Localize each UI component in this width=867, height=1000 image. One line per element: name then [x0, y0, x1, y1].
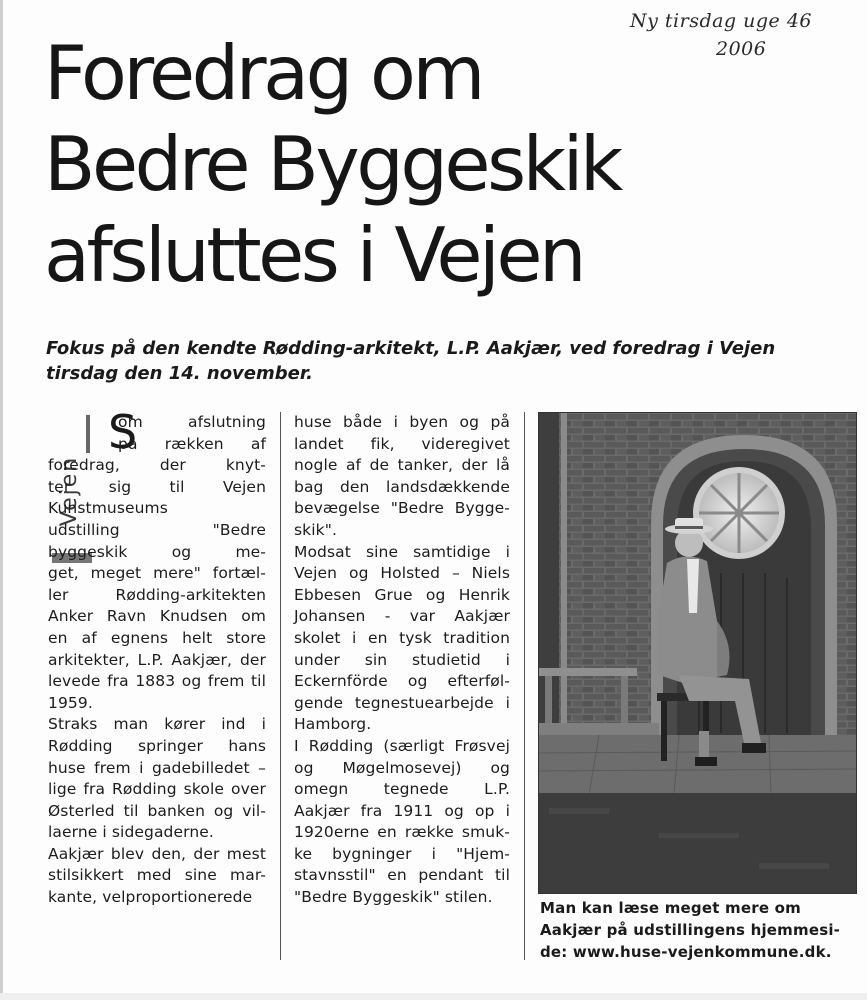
- headline-line: Bedre Byggeskik: [44, 120, 620, 208]
- article-line: Østerled til banken og vil-: [48, 801, 266, 820]
- article-line: stavnsstil" en pendant til: [294, 866, 510, 885]
- article-line: gende tegnestuearbejde i: [294, 693, 510, 712]
- article-line: foredrag, der knyt-: [48, 456, 266, 475]
- article-line: om afslutning: [118, 413, 266, 431]
- article-column-1: [48, 412, 266, 909]
- article-line: Ebbesen Grue og Henrik: [294, 585, 510, 604]
- photo-caption: [540, 897, 860, 963]
- article-line: bag den landsdækkende: [294, 477, 510, 496]
- article-line: en af egnens helt store: [48, 628, 266, 647]
- article-line: ler Rødding-arkitekten: [48, 585, 266, 604]
- photo-image: [539, 413, 856, 893]
- handwritten-note-line-2: 2006: [716, 38, 767, 60]
- headline-line: Foredrag om: [44, 29, 482, 117]
- article-column-2: [294, 412, 510, 909]
- article-line: Kunstmuseums: [48, 499, 168, 518]
- article-line: I Rødding (særligt Frøsvej: [294, 736, 510, 755]
- article-line: Johansen - var Aakjær: [294, 607, 510, 626]
- article-line: skik".: [294, 520, 337, 539]
- article-line: 1920erne en række smuk-: [294, 823, 510, 842]
- article-line: Straks man kører ind i: [48, 715, 266, 734]
- article-line: Rødding springer hans: [48, 736, 266, 755]
- article-line: 1959.: [48, 693, 93, 712]
- article-line: under sin studietid i: [294, 650, 510, 669]
- article-line: Aakjær blev den, der mest: [48, 844, 266, 863]
- article-line: arkitekter, L.P. Aakjær, der: [48, 650, 266, 669]
- clipping-edge: [0, 0, 3, 1000]
- article-line: skolet i en tysk tradition: [294, 628, 510, 647]
- clipping-bottom-edge: [0, 993, 867, 1000]
- article-line: huse frem i gadebilledet –: [48, 758, 266, 777]
- article-line: Eckernförde og efterføl-: [294, 672, 510, 691]
- article-line: Hamborg.: [294, 715, 372, 734]
- column-rule: [280, 412, 281, 960]
- article-line: nogle af de tanker, der lå: [294, 456, 510, 475]
- caption-line: Man kan læse meget mere om: [540, 899, 801, 917]
- article-line: stilsikkert med sine mar-: [48, 866, 266, 885]
- article-line: "Bedre Byggeskik" stilen.: [294, 888, 493, 907]
- article-line: Vejen og Holsted – Niels: [294, 564, 510, 583]
- article-line: omegn tegnede L.P.: [294, 780, 510, 799]
- section-label-text: Vejen: [57, 455, 82, 527]
- article-line: ter sig til Vejen: [48, 477, 266, 496]
- article-line: huse både i byen og på: [294, 413, 510, 431]
- handwritten-note-line-1: Ny tirsdag uge 46: [630, 10, 812, 32]
- caption-line: de: www.huse-vejenkommune.dk.: [540, 943, 832, 961]
- article-line: Modsat sine samtidige i: [294, 542, 510, 561]
- article-line: get, meget mere" fortæl-: [48, 564, 266, 583]
- headline-line: afsluttes i Vejen: [44, 211, 583, 299]
- headline: [44, 28, 684, 301]
- photo-architect-by-doorway: [538, 412, 857, 894]
- article-line: Anker Ravn Knudsen om: [48, 607, 266, 626]
- article-line: byggeskik og me-: [48, 542, 266, 561]
- article-line: udstilling "Bedre: [48, 520, 266, 539]
- article-line: bevægelse "Bedre Bygge-: [294, 499, 510, 518]
- article-line: lige fra Rødding skole over: [48, 780, 266, 799]
- article-line: kante, velproportionerede: [48, 888, 253, 907]
- article-line: på rækken af: [118, 434, 266, 453]
- article-line: landet fik, videregivet: [294, 434, 510, 453]
- drop-cap: S: [108, 405, 138, 459]
- article-line: levede fra 1883 og frem til: [48, 672, 266, 691]
- article-line: ke bygninger i "Hjem-: [294, 844, 510, 863]
- article-line: laerne i sidegaderne.: [48, 823, 214, 842]
- column-rule: [524, 412, 525, 960]
- article-line: og Møgelmosevej) og: [294, 758, 510, 777]
- subheading: Fokus på den kendte Rødding-arkitekt, L.P. Aakjær, ved foredrag i Vejen tirsdag den 14. november.: [46, 338, 776, 384]
- article-line: Aakjær fra 1911 og op i: [294, 801, 510, 820]
- caption-line: Aakjær på udstillingens hjemmesi-: [540, 921, 841, 939]
